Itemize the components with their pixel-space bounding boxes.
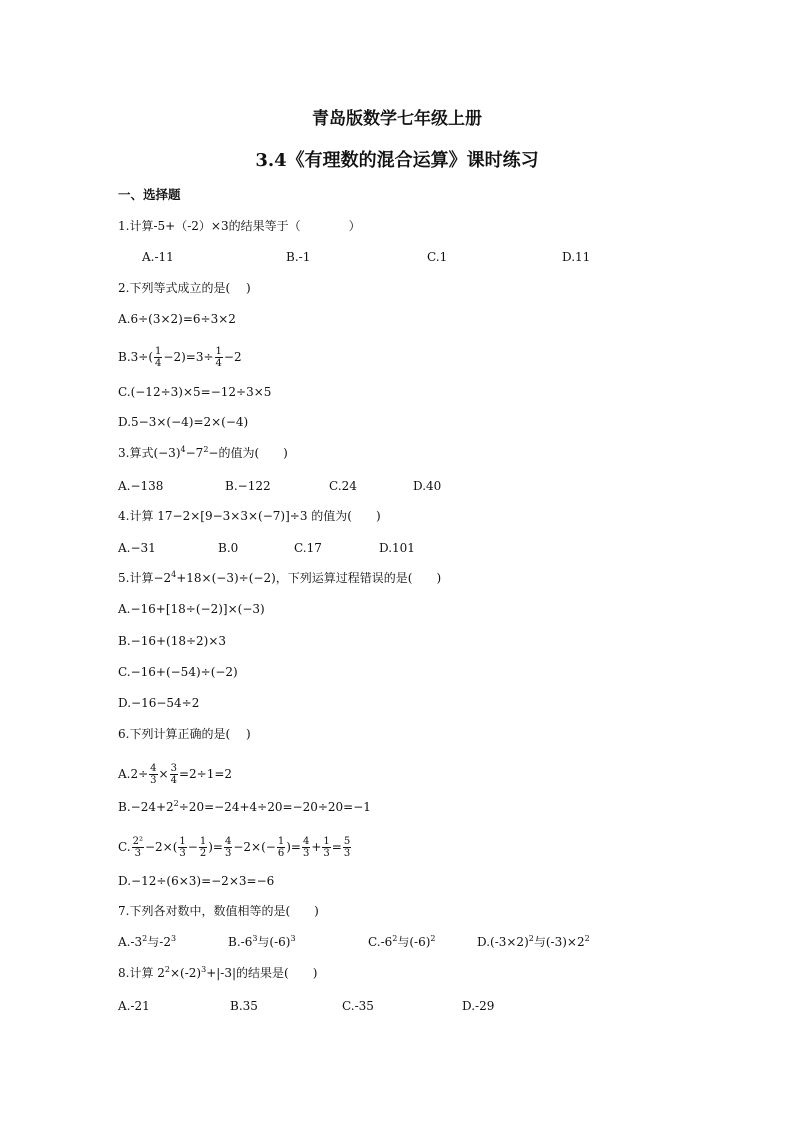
fraction: $\frac{\text{2²}}{3}$: [132, 836, 143, 859]
q4-option-a: A.−31: [118, 541, 156, 555]
q6-option-b: $B.-24+2^2\div 20=-24+4\div 20=-20\div 20=-1$: [118, 799, 371, 814]
document-subtitle: 3.4《有理数的混合运算》课时练习: [255, 150, 539, 171]
q4-option-c: C.17: [294, 541, 322, 555]
fraction: $\frac{1}{3}$: [179, 836, 186, 859]
question-1-stem: 1.计算-5+（-2）×3的结果等于（ ）: [118, 219, 361, 233]
fraction: $\frac{3}{4}$: [170, 763, 177, 786]
q1-option-b: B.-1: [286, 250, 311, 264]
q7-option-c: $C.-6^2$与$(-6)^2$: [368, 934, 436, 949]
q1-option-d: D.11: [562, 250, 591, 264]
fraction: $\frac{1}{3}$: [323, 836, 330, 859]
fraction: $\frac{4}{3}$: [224, 836, 232, 859]
q6-option-a: A.2÷ $\frac{4}{3}$ × $\frac{3}{4}$ =2÷1=2: [118, 763, 233, 786]
q3-option-b: B.−122: [225, 479, 271, 493]
section-heading: 一、选择题: [118, 187, 181, 202]
question-6-stem: 6.下列计算正确的是( ): [118, 727, 251, 741]
q8-option-c: C.-35: [342, 999, 374, 1013]
q8-option-d: D.-29: [462, 999, 495, 1013]
q7-option-d: $D.(-3\times 2)^2$与$(-3)\times 2^2$: [477, 934, 590, 949]
question-4-stem: 4.计算 17−2×[9−3×3×(−7)]÷3 的值为( ): [118, 509, 381, 523]
q1-option-a: A.-11: [142, 250, 174, 264]
q1-option-c: C.1: [427, 250, 448, 264]
question-5-stem: 5.计算$-2^4+18\times(-3)\div(-2)$，下列运算过程错误的是( ): [118, 570, 442, 585]
fraction: $\frac{4}{3}$: [302, 836, 310, 859]
q5-option-b: B.−16+(18÷2)×3: [118, 634, 227, 648]
q4-option-d: D.101: [379, 541, 415, 555]
question-8-stem: 8.计算 $2^2\times(-2)^3+|-3|$的结果是( ): [118, 965, 318, 980]
fraction: $\frac{5}{3}$: [343, 836, 351, 859]
q5-option-c: C.−16+(−54)÷(−2): [118, 665, 238, 679]
q2-option-a: A.6÷(3×2)=6÷3×2: [118, 312, 236, 326]
q7-option-b: $B.-6^3$与$(-6)^3$: [228, 934, 296, 949]
question-7-stem: 7.下列各对数中，数值相等的是( ): [118, 904, 319, 918]
document-title: 青岛版数学七年级上册: [312, 109, 482, 129]
fraction: $\frac{1}{4}$: [155, 346, 162, 369]
fraction: $\frac{4}{3}$: [150, 763, 157, 786]
q7-option-a: $A.-3^2$与$-2^3$: [118, 934, 177, 949]
fraction: $\frac{1}{6}$: [277, 836, 285, 859]
q8-option-a: A.-21: [118, 999, 150, 1013]
question-3-stem: 3.算式$(-3)^4-7^2-$的值为( ): [118, 445, 288, 460]
q2-option-b: B.3÷( $\frac{1}{4}$ −2)=3÷ $\frac{1}{4}$ −2: [118, 346, 242, 369]
q3-option-a: A.−138: [118, 479, 164, 493]
q3-option-d: D.40: [413, 479, 442, 493]
q4-option-b: B.0: [218, 541, 239, 555]
q2-option-c: C.(−12÷3)×5=−12÷3×5: [118, 385, 272, 399]
question-2-stem: 2.下列等式成立的是( ): [118, 281, 251, 295]
fraction: $\frac{1}{4}$: [215, 346, 222, 369]
q6-option-d: D.−12÷(6×3)=−2×3=−6: [118, 874, 275, 888]
fraction: $\frac{1}{2}$: [199, 836, 207, 859]
q2-option-d: D.5−3×(−4)=2×(−4): [118, 415, 249, 429]
q8-option-b: B.35: [230, 999, 258, 1013]
q5-option-d: D.−16−54÷2: [118, 696, 200, 710]
q5-option-a: A.−16+[18÷(−2)]×(−3): [118, 602, 265, 616]
q6-option-c: C. $\frac{\text{2²}}{3}$ −2×( $\frac{1}{3}$ − $\frac{1}{2}$ )= $\frac{4}{3}$ −2×(− $\frac{1}{6}$ )= $\frac{4}{3}$ + $\frac{1}{3}$ = $\frac{5}{3}$: [118, 836, 351, 859]
q3-option-c: C.24: [329, 479, 357, 493]
